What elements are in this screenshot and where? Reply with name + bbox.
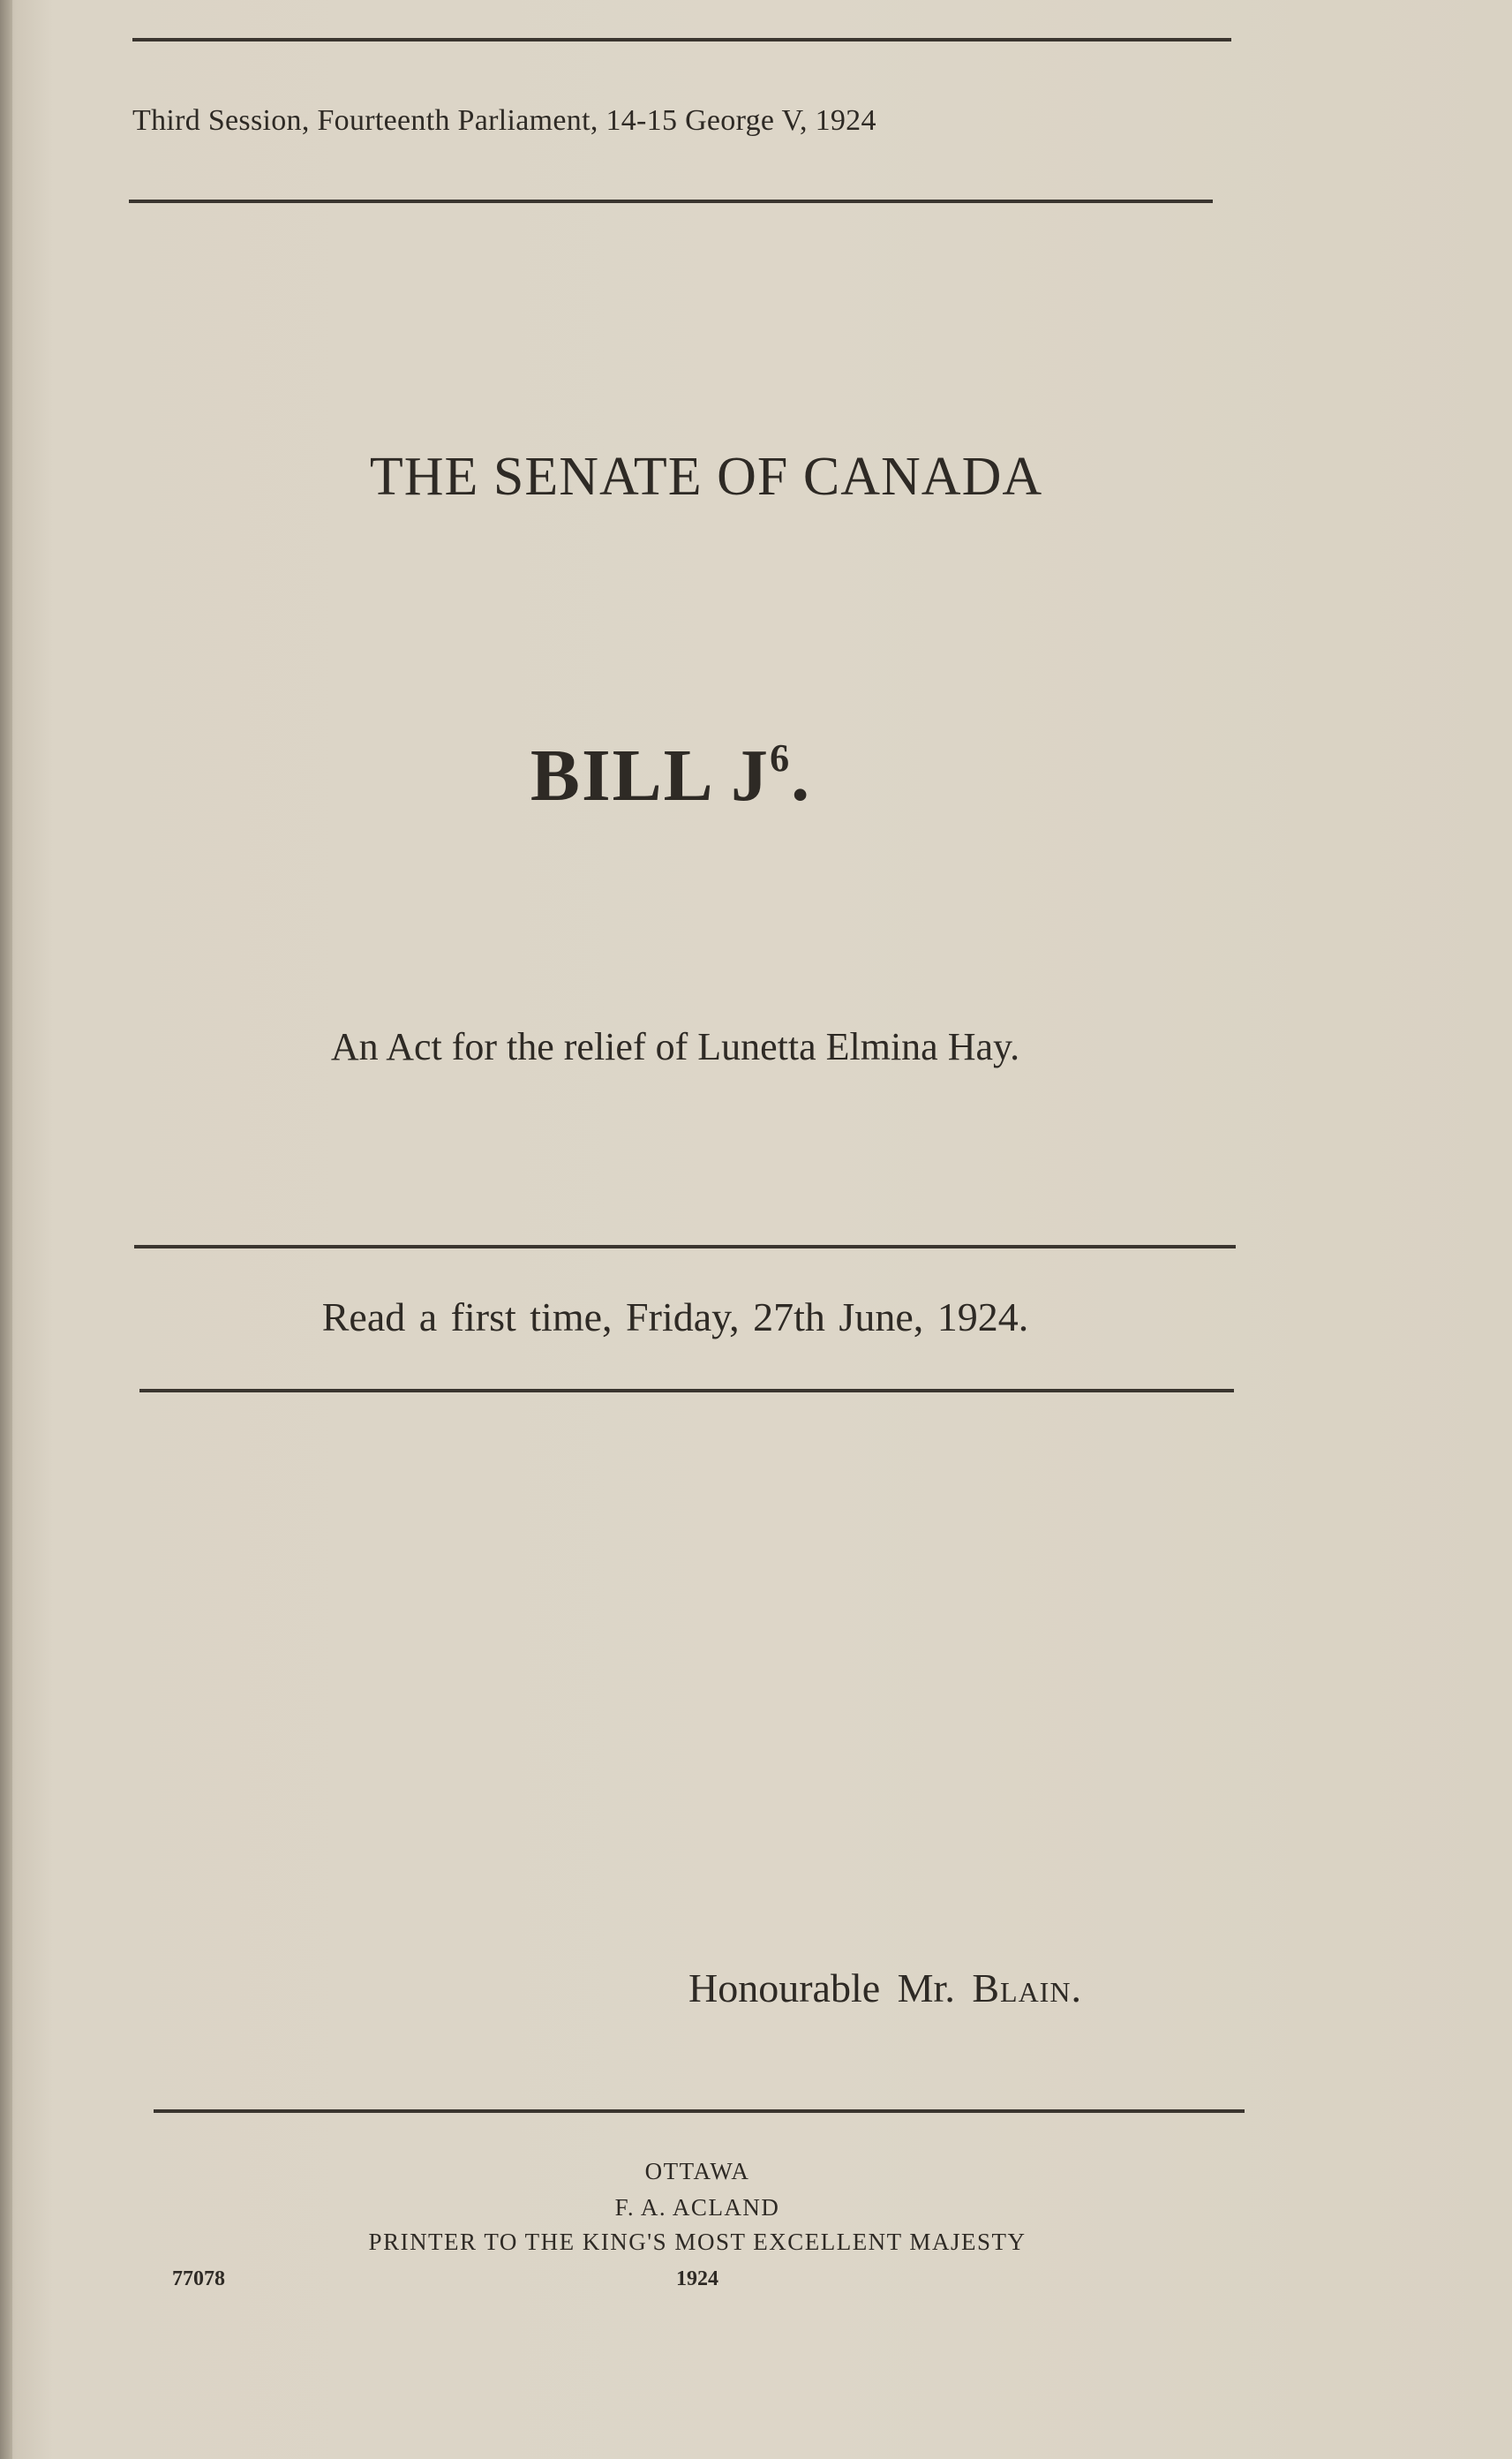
imprint-city: OTTAWA xyxy=(644,2158,750,2184)
sponsor-prefix: Honourable Mr. xyxy=(688,1965,955,2010)
imprint-printer: F. A. ACLAND xyxy=(614,2194,780,2221)
reading-bottom-rule xyxy=(139,1389,1234,1392)
print-code: 77078 xyxy=(172,2267,225,2290)
reading-top-rule xyxy=(134,1245,1236,1248)
bill-title xyxy=(318,733,1024,818)
chamber-title: THE SENATE OF CANADA xyxy=(369,447,1043,507)
sponsor-name: Blain. xyxy=(972,1965,1082,2010)
sponsor-line xyxy=(688,1965,1183,2011)
session-rule xyxy=(129,200,1213,203)
session-line: Third Session, Fourteenth Parliament, 14-15 George V, 1924 xyxy=(132,104,876,137)
bill-superscript: 6 xyxy=(770,736,792,780)
reading-line: Read a first time, Friday, 27th June, 1924. xyxy=(321,1294,1029,1339)
print-year: 1924 xyxy=(676,2267,718,2290)
page-binding-edge xyxy=(0,0,12,2459)
act-title: An Act for the relief of Lunetta Elmina Hay. xyxy=(330,1025,1020,1068)
imprint-printer-title: PRINTER TO THE KING'S MOST EXCELLENT MAJESTY xyxy=(368,2229,1027,2255)
top-rule xyxy=(132,38,1231,41)
imprint-rule xyxy=(154,2109,1245,2113)
bill-prefix: BILL J xyxy=(530,735,771,817)
bill-suffix: . xyxy=(791,735,812,817)
